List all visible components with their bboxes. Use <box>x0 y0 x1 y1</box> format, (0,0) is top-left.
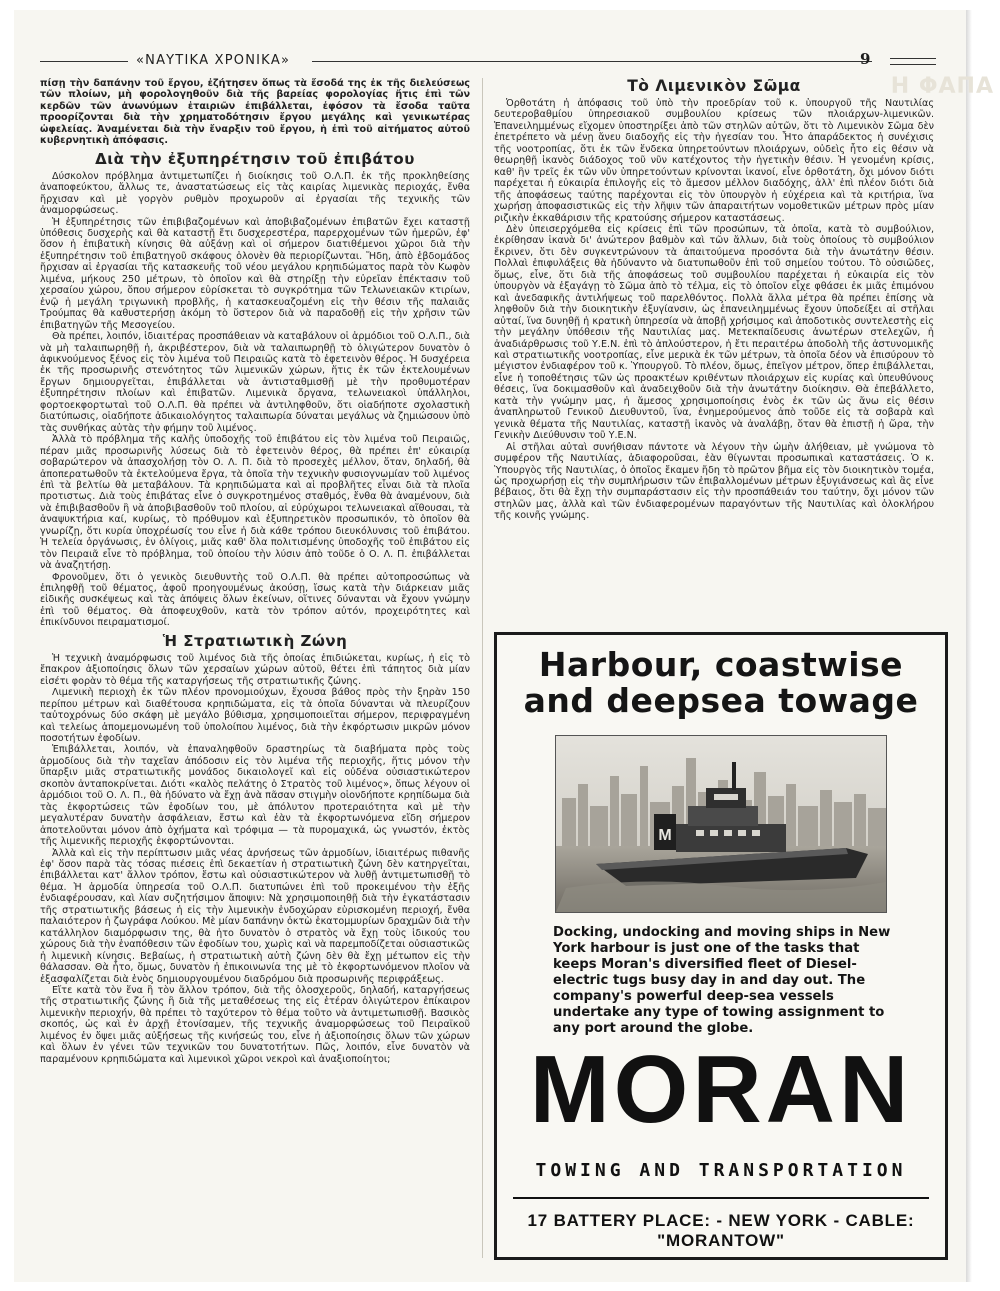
paragraph: Ἡ τεχνικὴ ἀναμόρφωσις τοῦ λιμένος διὰ τῆς ὁποίας ἐπιδιώκεται, κυρίως, ἡ εἰς τὸ ἔπακρον ἀξιοποίησις ὅλων τῶν χερσαίων χώρων αὐτοῦ, θέτει ἐπὶ τάπητος διὰ μίαν εἰσέτι φορὰν τὸ θέμα τῆς καταργήσεως τῆς στρατιωτικῆς ζώνης. <box>40 652 470 687</box>
paragraph: Θὰ πρέπει, λοιπόν, ἰδιαιτέρας προσπάθειαν νὰ καταβάλουν οἱ ἁρμόδιοι τοῦ Ο.Λ.Π., διὰ νὰ μὴ ταλαιπωρηθῇ ἡ, ἀκριβέστερον, διὰ νὰ ταλαιπωρηθῇ τὸ ὀλιγώτερον δυνατὸν ὁ ἀφικνούμενος ξένος εἰς τὸν λιμένα τοῦ Πειραιῶς κατὰ τὸ ἐφετεινὸν θέρος. Ἡ δυσχέρεια ἐκ τῆς προσωρινῆς στενότητος τῶν λιμενικῶν χώρων, ἥτις ἐκ τῶν ἐκτελουμένων ἔργων δημιουργεῖται, ἐπιβάλλεται νὰ ἀντισταθμισθῇ μὲ τὴν προθυμοτέραν ἐξυπηρέτησιν πλοίων καὶ ἐπιβατῶν. Λιμενικὰ ὄργανα, τελωνειακοὶ ὑπάλληλοι, φορτοεκφορτωταὶ τοῦ Ο.Λ.Π. θὰ πρέπει νὰ ἀντιληφθοῦν, ὅτι οἱαδήποτε σχολαστικὴ διατύπωσις, οἱαδήποτε ἀδικαιολόγητος ταλαιπωρία δύναται μεγάλως νὰ ζημιώσουν ὑπὸ τὰς συνθήκας αὐτὰς τὴν φήμην τοῦ λιμένος. <box>40 331 470 434</box>
paragraph: Ἀλλὰ καὶ εἰς τὴν περίπτωσιν μιᾶς νέας ἀρνήσεως τῶν ἁρμοδίων, ἰδιαιτέρως πιθανῆς ἐφ' ὅσον παρὰ τὰς τόσας πιέσεις ἐπὶ δεκαετίαν ἡ στρατιωτικὴ ζώνη δὲν κατηργεῖται, ἐπιβάλλεται κατ' ἄλλον τρόπον, ἔστω καὶ οὐσιαστικώτερον νὰ λυθῇ ἀντιμετωπισθῇ τὸ θέμα. Ἡ ἁρμοδία ὑπηρεσία τοῦ Ο.Λ.Π. διατυπώνει ἐπὶ τοῦ προκειμένου τὴν ἑξῆς ἐνδιαφέρουσαν, καὶ λίαν συζητήσιμον ἄποψιν: Νὰ χρησιμοποιηθῇ διὰ τὴν ἐγκατάστασιν τῆς στρατιωτικῆς βάσεως ἡ εἰς τὴν λιμενικὴν ἐνδοχώραν εὑρισκομένη περιοχή, ἔνθα παλαιότερον ἡ ζωγράφα Λούκου. Μὲ μίαν δαπάνην ὀκτὼ ἑκατομμυρίων δραχμῶν διὰ τὴν κατάλληλον διαμόρφωσιν της, θὰ ἠτο δυνατὸν ὁ στρατὸς νὰ ἔχῃ τοὺς ἰδικούς του χώρους διὰ τὴν ἐναπόθεσιν τῶν ἐφοδίων του, χωρὶς καὶ νὰ παρεμποδίζεται οὐσιαστικῶς ἡ λιμενικὴ κίνησις. Βεβαίως, ἡ στρατιωτικὴ αὐτὴ ζώνη δὲν θὰ ἔχῃ μέτωπον εἰς τὴν θάλασσαν. Θὰ ἦτο, ὅμως, δυνατὸν ἡ ἐπικοινωνία της μὲ τὸ ἐκφορτωνόμενον πλοῖον νὰ ἐξασφαλίζεται διὰ ἑνὸς δημιουργουμένου διαδρόμου διὰ προσωρινῆς περιφράξεως. <box>40 847 470 985</box>
paragraph: Ὀρθοτάτη ἡ ἀπόφασις τοῦ ὑπὸ τὴν προεδρίαν τοῦ κ. ὑπουργοῦ τῆς Ναυτιλίας δευτεροβαθμίου ὑπηρεσιακοῦ συμβουλίου κρίσεως τῶν πλοιάρχων-λιμενικῶν. Ἐπανειλημμένως εἴχομεν ὑποστηρίξει ἀπὸ τῶν στηλῶν αὐτῶν, ὅτι τὸ Λιμενικὸν Σῶμα δὲν ἐπετρέπετο νὰ μένῃ ἄνευ διαδοχῆς εἰς τὴν ἡγεσίαν του. Ἦτο ἀπαράδεκτος ἡ συνέχισις τῆς νοοτροπίας, ὅτι ἐκ τῶν ἕνδεκα ὑπηρετούντων πλοιάρχων, οὐδεὶς ἦτο εἰς θέσιν νὰ θεωρηθῇ ἱκανὸς διάδοχος τοῦ νῦν κατέχοντος τὴν ἡγετικὴν θέσιν. Ἡ γενομένη κρίσις, καθ' ἣν τρεῖς ἐκ τῶν νῦν ὑπηρετούντων κρίνονται ἱκανοί, εἶνε ὀρθοτάτη, ὄχι μόνον διότι παρέχεται ἡ εὐκαιρία ἐπιλογῆς εἰς τὸ ἄμεσον μέλλον διαδόχης, ἀλλ' ἐπὶ πλέον διότι διὰ τῆς ἀποφάσεως ταύτης παρέχονται εἰς τὸν ὑπουργὸν ἡ εὐχέρεια καὶ τὰ κριτήρια, ἵνα χωρήσῃ ἀποφασιστικῶς εἰς τὴν λῆψιν τῶν ἀπαραιτήτων νομοθετικῶν μέτρων πρὸς μίαν ριζικὴν ἐκκαθάρισιν τῆς κρατούσης σήμερον καταστάσεως. <box>494 98 934 224</box>
tugboat-illustration <box>556 736 886 912</box>
article-heading-port-corps: Τὸ Λιμενικὸν Σῶμα <box>627 77 801 95</box>
page-edge-shadow <box>966 10 972 1282</box>
tugboat-photo <box>555 735 887 913</box>
bleedthrough-heading: Η ΦΑΠΑ <box>890 74 994 99</box>
moran-brand-name: MORAN <box>529 1036 913 1143</box>
ad-headline <box>497 647 945 719</box>
ad-headline-line-2: and deepsea towage <box>523 681 919 720</box>
paragraph: Δύσκολον πρόβλημα ἀντιμετωπίζει ἡ διοίκησις τοῦ Ο.Λ.Π. ἐκ τῆς προκληθείσης ἀναποφεύκτου, ἄλλως τε, ἀναστατώσεως εἰς τὰς καιρίας λιμενικὰς περιοχάς, ἔνθα ἤρχισαν καὶ μὲ γοργὸν ρυθμὸν προχωροῦν αἱ ἐργασίαι τῆς τεχνικῆς τῶν ἀναμορφώσεως. <box>40 170 470 217</box>
article-intro: πίσῃ τὴν δαπάνην τοῦ ἔργου, ἐζήτησεν ὅπως τὰ ἔσοδά της ἐκ τῆς διελεύσεως τῶν πλοίων, μὴ φορολογηθοῦν διὰ τῆς βαρείας φορολογίας ἥτις ἐπὶ τῶν κερδῶν τῶν ἀνωνύμων ἑταιριῶν ἐπιβάλλεται, ἐφόσον τὰ ἔσοδα ταῦτα προορίζονται διὰ τὴν χρηματοδότησιν ἔργου μεγάλης καὶ γενικωτέρας ὠφελείας. Ἀναμένεται διὰ τὴν ἔναρξιν τοῦ ἔργου, ἡ ἐπὶ τοῦ αἰτήματος αὐτοῦ κυβερνητικὴ ἀπόφασις. <box>40 78 470 147</box>
funnel-letter: M <box>658 827 672 844</box>
paragraph: Ἡ ἐξυπηρέτησις τῶν ἐπιβιβαζομένων καὶ ἀποβιβαζομένων ἐπιβατῶν ἔχει καταστῇ ὑπόθεσις δυσχερὴς καὶ θὰ καταστῇ ἔτι δυσχερεστέρα, παρερχομένων τῶν ἡμερῶν, ἐφ' ὅσον ἡ ἐπιβατικὴ κίνησις θὰ αὐξάνῃ καὶ οἱ σήμερον διατιθέμενοι χῶροι διὰ τὴν ἐξυπηρέτησιν τοῦ ἐπιβατηγοῦ σκάφους ὁλονὲν θὰ περιορίζωνται. Ἤδη, ἀπὸ ἑβδομάδος ἤρχισαν αἱ ἐργασίαι τῆς κατασκευῆς τοῦ νέου μεγάλου κρηπιδώματος παρὰ τὸν Κωφὸν λιμένα, μήκους 250 μέτρων, τὸ ὁποῖον καὶ θὰ στηρίξῃ τὴν εὐρεῖαν ἐπέκτασιν τοῦ χερσαίου χώρου, ὅπου σήμερον εὑρίσκεται τὸ συγκρότημα τῶν Τελωνειακῶν κτιρίων, ἐνῷ ἡ μεγάλη τριγωνικὴ προβλῆς, ἡ κατασκευαζομένη εἰς τὴν θέσιν τῆς παλαιᾶς Τρούμπας θὰ καθυστερήσῃ ἀκόμη τὸ ὕστερον διὰ νὰ παραδοθῇ εἰς τὴν χρῆσιν τῶν ἐπιβατηγῶν τῆς Μεσογείου. <box>40 216 470 331</box>
header-rule-right-top <box>890 58 936 59</box>
section-heading-military-zone: Ἡ Στρατιωτικὴ Ζώνη <box>162 631 348 650</box>
section-heading-passenger: Διὰ τὴν ἐξυπηρέτησιν τοῦ ἐπιβάτου <box>95 149 415 168</box>
publication-title: «ΝΑΥΤΙΚΑ ΧΡΟΝΙΚΑ» <box>136 53 291 68</box>
paragraph: Ἀλλὰ τὸ πρόβλημα τῆς καλῆς ὑποδοχῆς τοῦ ἐπιβάτου εἰς τὸν λιμένα τοῦ Πειραιῶς, πέραν μιᾶς προσωρινῆς λύσεως διὰ τὸ ἐφετεινὸν θέρος, θὰ πρέπει ἐπ' εὐκαιρίᾳ σοβαρώτερον νὰ ἀπασχολήσῃ τὸν Ο. Λ. Π. διὰ τὸ προσεχὲς μέλλον, ὅταν, δηλαδή, θὰ ἀποπερατωθοῦν τὰ ἐκτελούμενα ἔργα, τὰ ὁποῖα τὴν τεχνικὴν φυσιογνωμίαν τοῦ λιμένος ἐπὶ τὰ βελτίω θὰ μεταβάλουν. Τὰ κρηπιδώματα καὶ αἱ προβλῆτες εἶναι διὰ τὰ πλοῖα προτιστως. Διὰ τοὺς ἐπιβάτας εἶνε ὁ συγκροτημένος σταθμός, ἔνθα θὰ ἀναμένουν, διὰ νὰ ἐπιβιβασθοῦν ἢ νὰ ἀποβιβασθοῦν τοῦ πλοίου, αἱ εὐρύχωροι τελωνειακαὶ αἴθουσαι, τὰ ἀναψυκτήρια καί, κυρίως, τὸ πρόθυμον καὶ ἐξυπηρετικὸν προσωπικόν, τὸ ὁποῖον θὰ γνωρίζῃ, ὅτι κυρία ὑποχρέωσίς του εἶνε ἡ διὰ κάθε τρόπου διευκόλυνσις τοῦ ἐπιβάτου. Ἡ τελεία ὀργάνωσις, ἐν ὀλίγοις, μιᾶς καθ' ὅλα πολιτισμένης ὑποδοχῆς τοῦ ἐπιβάτου εἰς τὸν Πειραιᾶ εἶνε τὸ πρόβλημα, τοῦ ὁποίου τὴν λύσιν ἀπὸ τοῦδε ὁ Ο. Λ. Π. ἐπιβάλλεται νὰ ἀναζητήσῃ. <box>40 434 470 572</box>
paragraph: Φρονοῦμεν, ὅτι ὁ γενικὸς διευθυντὴς τοῦ Ο.Λ.Π. θὰ πρέπει αὐτοπροσώπως νὰ ἐπιληφθῇ τοῦ θέματος, ἀφοῦ προηγουμένως ἀκούσῃ, ἴσως κατὰ τὴν διάρκειαν μιᾶς εἰδικῆς συσκέψεως καὶ τὰς ἀπόψεις ὅλων ἐκείνων, οἵτινες δύνανται νὰ ἔχουν γνώμην ἐπὶ τοῦ θέματος. Θὰ ἀποφευχθοῦν, κατὰ τὸν τρόπον αὐτόν, προχειρότητες καὶ ἐπικίνδυνοι πειραματισμοί. <box>40 571 470 629</box>
header-rule-center <box>312 61 872 62</box>
paragraph: Δὲν ὑπεισερχόμεθα εἰς κρίσεις ἐπὶ τῶν προσώπων, τὰ ὁποῖα, κατὰ τὸ συμβούλιον, ἐκρίθησαν ἱκανὰ δι' ἀνώτερον βαθμὸν καὶ τῶν ἄλλων, διὰ τοὺς ὁποίους τὸ συμβούλιον ἔκρινεν, ὅτι δὲν συγκεντρώνουν τὰ ἀπαιτούμενα προσόντα διὰ τὴν ἀνωτάτην θέσιν. Πολλαὶ ἐπιφυλάξεις θὰ ἠδύναντο νὰ διατυπωθοῦν ἐπὶ τοῦ σημείου τούτου. Τὸ οὐσιῶδες, ὅμως, εἶνε, ὅτι διὰ τῆς ἀποφάσεως τοῦ συμβουλίου παρέχεται ἡ εὐκαιρία εἰς τὸν ὑπουργὸν νὰ ἐξαγάγῃ τὸ Σῶμα ἀπὸ τὸ τέλμα, εἰς τὸ ὁποῖον εἶχε φθάσει ἐκ μιᾶς ἐπιμόνου καὶ ἀνεδαφικῆς ἀντιλήψεως τοῦ παρελθόντος. Πολλὰ ἄλλα μέτρα θὰ πρέπει ἐπίσης νὰ ληφθοῦν διὰ τὴν διοικητικὴν ἐξυγίανσιν, ὡς ἐπανειλημμένως ἔχουν ὑποδείξει αἱ στῆλαι αὐταί, ἵνα δυνηθῇ ἡ κρατικὴ ὑπηρεσία νὰ ἀποβῇ χρήσιμος καὶ ἀποδοτικὸς συντελεστὴς εἰς τὴν μεγάλην ὑπόθεσιν τῆς Ναυτιλίας μας. Μετεκπαίδευσις ἀνωτέρων στελεχῶν, ἡ ἀναδιάρθρωσις τοῦ Υ.Ε.Ν. ἐπὶ τὸ ἁπλούστερον, ἡ ἔτι περαιτέρω ἀποδολὴ τῆς ἀστυνομικῆς καὶ στρατιωτικῆς νοοτροπίας, εἶνε μερικὰ ἐκ τῶν μέτρων, τὰ ὁποῖα δέον νὰ ἐπισύρουν τὸ μέγιστον ἐνδιαφέρον τοῦ κ. Ὑπουργοῦ. Τὸ πλέον, ὅμως, ἐπεῖγον μέτρον, ὅπερ ἐπιβάλλεται, εἶνε ἡ τοποθέτησις τῶν ὡς προακτέων κριθέντων πλοιάρχων εἰς κυρίας καὶ ὑπευθύνους θέσεις, ἵνα δοκιμασθοῦν καὶ ἀναδειχθοῦν διὰ τὴν ἀνωτάτην διοίκησιν. Θὰ ἐπεβάλλετο, κατὰ τὴν γνώμην μας, ἡ ἄμεσος χρησιμοποίησις ἑνὸς ἐκ τῶν ὡς ἄνω εἰς θέσιν ἀναπληρωτοῦ Γενικοῦ Διευθυντοῦ, ἵνα, ἐνημερούμενος ἀπὸ τοῦδε εἰς τὰ σοβαρὰ καὶ γενικὰ θέματα τῆς Ναυτιλίας, καταστῇ ἱκανὸς νὰ ἀναλάβῃ, ὅταν θὰ ἐπιστῇ ἡ ὥρα, τὴν Γενικὴν Διεύθυνσιν τοῦ Υ.Ε.Ν. <box>494 223 934 442</box>
header-rule-right-bottom <box>890 64 936 65</box>
ad-headline-line-1: Harbour, coastwise <box>538 645 904 684</box>
paragraph: Ἐπιβάλλεται, λοιπόν, νὰ ἐπαναληφθοῦν δραστηρίως τὰ διαβήματα πρὸς τοὺς ἁρμοδίους διὰ τὴν ταχεῖαν ἀπόδοσιν εἰς τὸν λιμένα τῆς περιοχῆς, ἥτις μόνον τὴν ὕπαρξιν μιᾶς στρατιωτικῆς μονάδος δικαιολογεῖ καὶ εἰς οὐδένα οὐσιαστικώτερον σκοπὸν ἀνταποκρίνεται. Διότι «καλὸς πελάτης ὁ Στρατὸς τοῦ λιμένος», ὅπως λέγουν οἱ ἁρμόδιοι τοῦ Ο. Λ. Π., θὰ ἠδύνατο νὰ ἔχῃ ἀνὰ πᾶσαν στιγμὴν οἱονδήποτε κρηπίδωμα διὰ τὰς ἐκφορτώσεις τῶν ἐφοδίων του, μὲ ἀπόλυτον προτεραιότητα καὶ μὲ τὴν μεγαλυτέραν δυνατὴν ἀσφάλειαν, ἔστω καὶ ἐὰν τὰ ἐκφορτωνόμενα εἴδη σήμερον ἀποτελοῦνται μόνον ἀπὸ ὀχήματα καὶ τρόφιμα — τὰ πυρομαχικά, ὡς γνωστόν, ἐκτὸς τῆς λιμενικῆς περιοχῆς ἐκφορτώνονται. <box>40 744 470 848</box>
ad-address: 17 BATTERY PLACE: - NEW YORK - CABLE: "MORANTOW" <box>527 1211 915 1250</box>
ad-divider <box>513 1197 929 1199</box>
right-column-article <box>494 76 934 636</box>
running-header <box>40 52 948 72</box>
moran-advertisement <box>494 632 948 1260</box>
paragraph: Εἴτε κατὰ τὸν ἕνα ἢ τὸν ἄλλον τρόπον, διὰ τῆς ὁλοσχεροῦς, δηλαδή, καταργήσεως τῆς στρατιωτικῆς ζώνης ἢ διὰ τῆς μεταθέσεως της εἰς ἑτέραν ὀλιγώτερον ἐπίκαιρον λιμενικὴν περιοχήν, θὰ πρέπει τὸ ταχύτερον τὸ θέμα τοῦτο νὰ ἀντιμετωπισθῇ. Βασικὸς σκοπός, ὡς καὶ ἐν ἀρχῇ ἐτονίσαμεν, τῆς τεχνικῆς ἀναμορφώσεως τοῦ Πειραϊκοῦ λιμένος ἐν ὄψει μιᾶς αὐξήσεως τῆς κινήσεώς του, εἶνε ἡ ἀξιοποίησις ὅλων τῶν χώρων καὶ ὅλων ἐν γένει τῶν τεχνικῶν του δυνατοτήτων. Πῶς, λοιπόν, εἶνε δυνατὸν νὰ παραμένουν κρηπιδώματα καὶ λιμενικοὶ χῶροι νεκροὶ καὶ ἀναξιοποίητοι; <box>40 984 470 1065</box>
header-rule-left <box>40 61 128 62</box>
scan-margin <box>0 0 10 1291</box>
paragraph: Αἱ στῆλαι αὐταὶ συνήθισαν πάντοτε νὰ λέγουν τὴν ὠμὴν ἀλήθειαν, μὲ γνώμονα τὸ συμφέρον τῆς Ναυτιλίας, ἀδιαφοροῦσαι, ἐὰν θίγωνται προσωπικαὶ καταστάσεις. Ὁ κ. Ὑπουργὸς τῆς Ναυτιλίας, ὁ ὁποῖος ἔκαμεν ἤδη τὸ πρῶτον βῆμα εἰς τὸν διοικητικὸν τομέα, ὡς προχωρήσῃ εἰς τὴν συμπλήρωσιν τῶν ἐπιβαλλομένων μέτρων ἐξυγιάνσεως καὶ ἂς εἶνε βέβαιος, ὅτι θὰ ἔχῃ τὴν συμπαράστασιν εἰς τὴν προσπάθειάν του ταύτην, ὄχι μόνον τῶν στηλῶν μας, ἀλλὰ καὶ τῶν ἐνδιαφερομένων παραγόντων τῆς Ναυτιλίας καὶ ὁλοκλήρου τῆς κοινῆς γνώμης. <box>494 441 934 522</box>
page-number: 9 <box>860 50 871 68</box>
column-divider <box>482 78 483 1258</box>
ad-body-text: Docking, undocking and moving ships in New York harbour is just one of the tasks that keeps Moran's diversified fleet of Diesel-electric tugs busy day in and day out. The company's powerful deep-sea vessels undertake any type of towing assignment to any port around the globe. <box>553 925 891 1036</box>
left-column-article <box>40 78 470 1260</box>
paragraph: Λιμενικὴ περιοχὴ ἐκ τῶν πλέον προνομιούχων, ἔχουσα βάθος πρὸς τὴν ξηρὰν 150 περίπου μέτρων καὶ διαθέτουσα κρηπιδώματα, εἰς τὰ ὁποῖα δύνανται νὰ πλευρίζουν ταὐτοχρόνως δύο σκάφη μὲ μεγάλο βύθισμα, χρησιμοποιεῖται σήμερον, περιφραγμένη καὶ τελείως ἀπομεμονωμένη τοῦ ὑπολοίπου λιμένος, διὰ τὴν ἐκφόρτωσιν μικρῶν μόνον ποσοτήτων ἐφοδίων. <box>40 687 470 745</box>
ad-tagline: TOWING AND TRANSPORTATION <box>535 1160 907 1181</box>
